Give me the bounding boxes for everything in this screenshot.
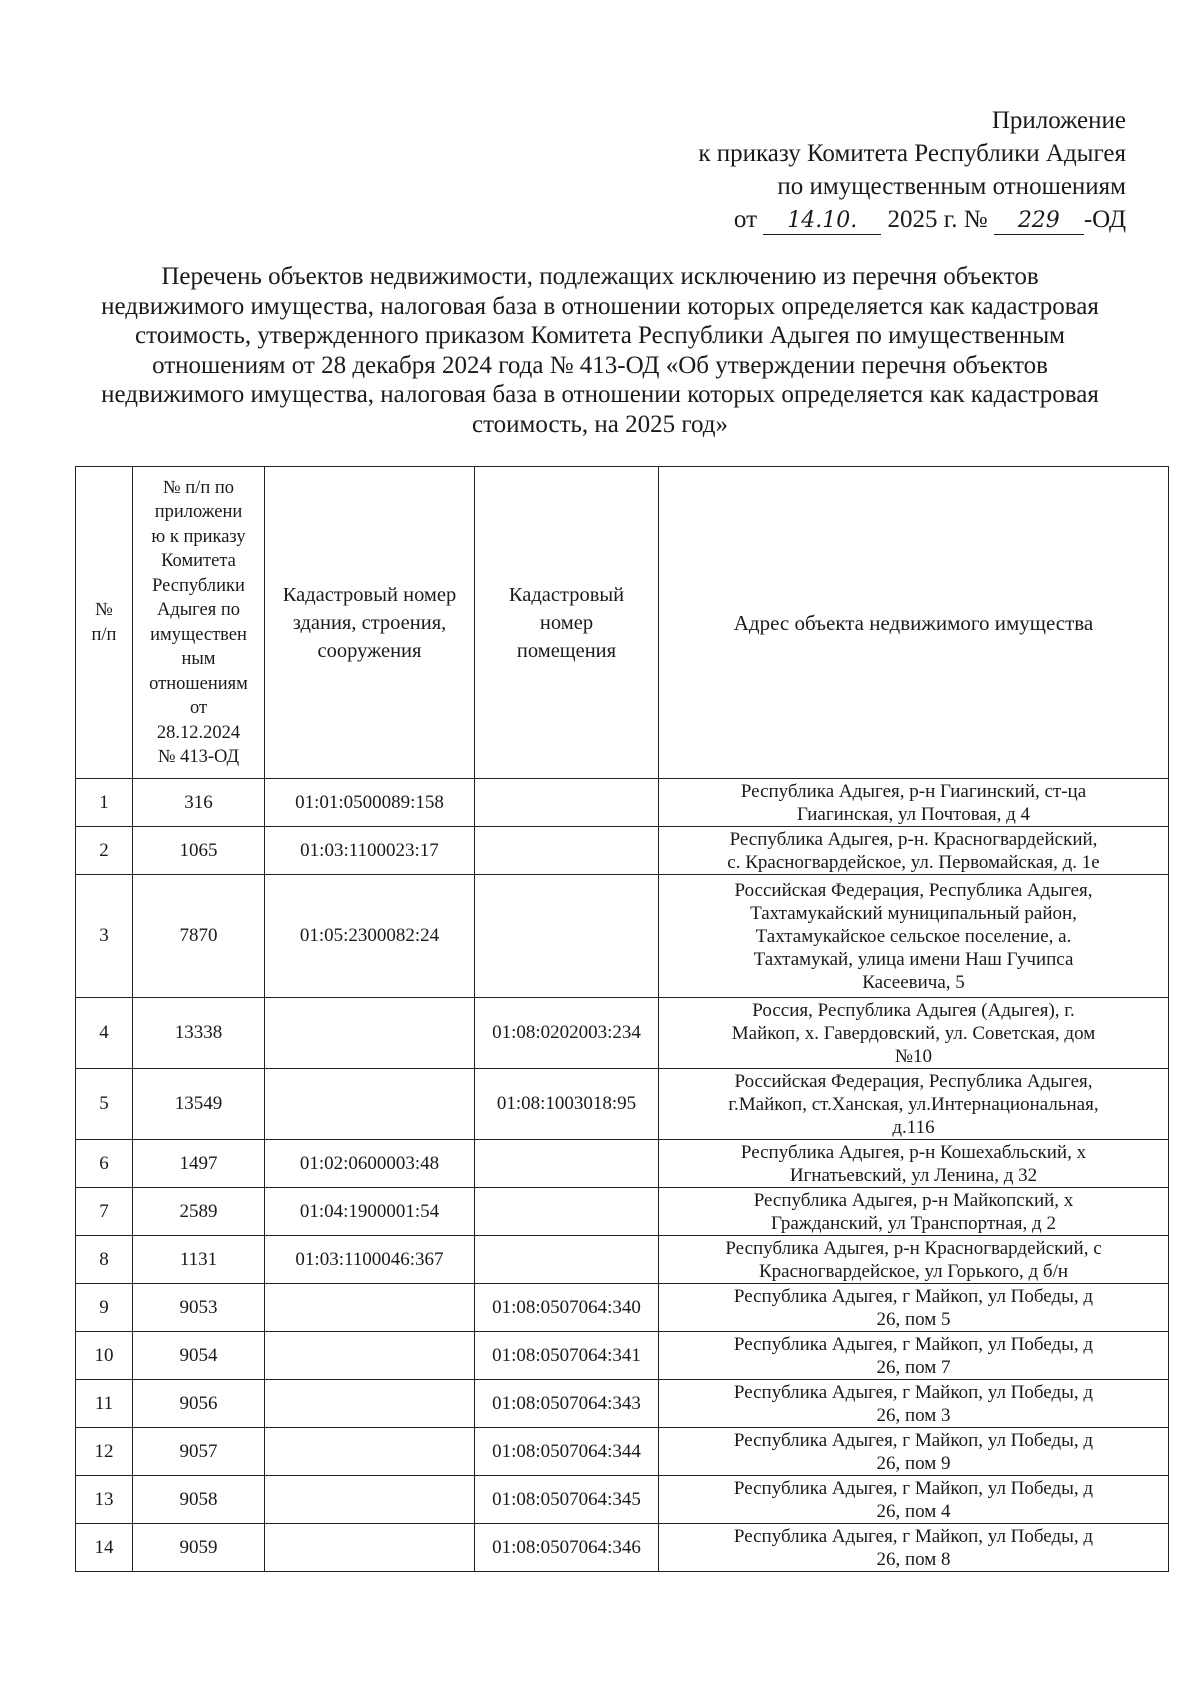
address-line: д.116 [892,1116,935,1138]
address-cell [659,1069,1169,1140]
premises-cadastral-number [475,827,659,875]
table-row [76,1188,1169,1236]
address-line: 26, пом 5 [876,1308,951,1330]
address-cell [659,875,1169,998]
premises-cadastral-number [475,1188,659,1236]
premises-cadastral-number: 01:08:0507064:340 [475,1284,659,1332]
address-cell [659,1428,1169,1476]
address-line: Республика Адыгея, г Майкоп, ул Победы, д [733,1285,1094,1307]
premises-cadastral-number [475,1236,659,1284]
address-line: 26, пом 3 [876,1404,951,1426]
header-premises-cadastral: Кадастровый номер помещения [475,467,659,779]
premises-cadastral-number: 01:08:0202003:234 [475,998,659,1069]
row-number: 9 [76,1284,133,1332]
appendix-number: 9054 [133,1332,265,1380]
handwritten-number: 229 [994,208,1084,235]
address-line: Республика Адыгея, р-н Кошехабльский, х [740,1141,1087,1163]
building-cadastral-number: 01:02:0600003:48 [265,1140,475,1188]
address-line: Республика Адыгея, г Майкоп, ул Победы, д [733,1333,1094,1355]
table-header-row [76,467,1169,779]
address-line: Республика Адыгея, г Майкоп, ул Победы, д [733,1429,1094,1451]
address-line: 26, пом 9 [876,1452,951,1474]
appendix-number: 1497 [133,1140,265,1188]
address-cell [659,1380,1169,1428]
handwritten-date: 14.10. [763,208,881,235]
address-line: №10 [894,1045,933,1067]
row-number: 11 [76,1380,133,1428]
appendix-number: 9059 [133,1524,265,1572]
row-number: 3 [76,875,133,998]
header-appendix-num: № п/п по приложени ю к приказу Комитета Республики Адыгея по имуществен ным отношениям от 28.12.2024 № 413-ОД [133,467,265,779]
building-cadastral-number: 01:01:0500089:158 [265,779,475,827]
row-number: 1 [76,779,133,827]
heading-line: отношениям от 28 декабря 2024 года № 413-ОД «Об утверждении перечня объектов [152,351,1048,379]
address-line: Республика Адыгея, р-н. Красногвардейский, [729,828,1098,850]
address-line: Республика Адыгея, г Майкоп, ул Победы, д [733,1525,1094,1547]
appendix-date-line [698,203,1126,236]
table-row [76,1284,1169,1332]
building-cadastral-number [265,998,475,1069]
row-number: 5 [76,1069,133,1140]
premises-cadastral-number: 01:08:1003018:95 [475,1069,659,1140]
address-line: Республика Адыгея, г Майкоп, ул Победы, д [733,1381,1094,1403]
table-row [76,1236,1169,1284]
appendix-title: Приложение [991,107,1126,134]
row-number: 10 [76,1332,133,1380]
table-row [76,1524,1169,1572]
row-number: 2 [76,827,133,875]
address-line: 26, пом 7 [876,1356,951,1378]
address-cell [659,1188,1169,1236]
building-cadastral-number: 01:03:1100046:367 [265,1236,475,1284]
address-cell [659,1476,1169,1524]
premises-cadastral-number: 01:08:0507064:346 [475,1524,659,1572]
premises-cadastral-number: 01:08:0507064:343 [475,1380,659,1428]
heading-line: недвижимого имущества, налоговая база в отношении которых определяется как кадастровая [101,381,1099,408]
address-cell [659,1524,1169,1572]
premises-cadastral-number: 01:08:0507064:345 [475,1476,659,1524]
premises-cadastral-number [475,875,659,998]
building-cadastral-number [265,1428,475,1476]
address-line: Республика Адыгея, р-н Гиагинский, ст-ца [740,780,1087,802]
appendix-committee-line: по имущественным отношениям [777,173,1126,200]
building-cadastral-number [265,1069,475,1140]
address-line: 26, пом 8 [876,1548,951,1570]
premises-cadastral-number: 01:08:0507064:344 [475,1428,659,1476]
appendix-order-line: к приказу Комитета Республики Адыгея [698,140,1126,167]
row-number: 7 [76,1188,133,1236]
building-cadastral-number [265,1284,475,1332]
table-row [76,998,1169,1069]
address-line: Касеевича, 5 [862,971,965,993]
table-row [76,1380,1169,1428]
appendix-number: 9056 [133,1380,265,1428]
building-cadastral-number [265,1524,475,1572]
appendix-number: 1131 [133,1236,265,1284]
table-row [76,1140,1169,1188]
order-suffix: -ОД [1083,206,1126,233]
building-cadastral-number [265,1476,475,1524]
row-number: 13 [76,1476,133,1524]
address-line: Майкоп, х. Гавердовский, ул. Советская, дом [731,1022,1096,1044]
address-line: Республика Адыгея, р-н Майкопский, х [753,1189,1074,1211]
appendix-number: 9053 [133,1284,265,1332]
appendix-number: 9057 [133,1428,265,1476]
from-label: от [733,206,758,233]
table-row [76,1332,1169,1380]
building-cadastral-number: 01:03:1100023:17 [265,827,475,875]
year-label: 2025 г. № [887,206,988,233]
address-line: Красногвардейское, ул Горького, д б/н [758,1260,1069,1282]
address-line: Игнатьевский, ул Ленина, д 32 [789,1164,1038,1186]
address-cell [659,1236,1169,1284]
table-row [76,779,1169,827]
heading-line: недвижимого имущества, налоговая база в отношении которых определяется как кадастровая [101,292,1099,320]
address-line: Гиагинская, ул Почтовая, д 4 [796,803,1031,825]
header-address: Адрес объекта недвижимого имущества [659,467,1169,779]
address-line: с. Красногвардейское, ул. Первомайская, д. 1е [727,851,1100,873]
property-table [75,466,1169,1572]
address-line: Тахтамукай, улица имени Наш Гучипса [753,948,1074,970]
appendix-number: 7870 [133,875,265,998]
header-building-cadastral: Кадастровый номер здания, строения, сооружения [265,467,475,779]
address-line: Тахтамукайский муниципальный район, [750,902,1077,924]
address-cell [659,779,1169,827]
table-body [76,779,1169,1572]
address-line: Республика Адыгея, г Майкоп, ул Победы, д [733,1477,1094,1499]
heading-line: стоимость, на 2025 год» [471,410,729,438]
table-row [76,875,1169,998]
address-cell [659,1140,1169,1188]
building-cadastral-number: 01:05:2300082:24 [265,875,475,998]
address-cell [659,827,1169,875]
premises-cadastral-number: 01:08:0507064:341 [475,1332,659,1380]
address-cell [659,1284,1169,1332]
appendix-number: 2589 [133,1188,265,1236]
appendix-number: 13338 [133,998,265,1069]
appendix-block [698,104,1126,236]
building-cadastral-number: 01:04:1900001:54 [265,1188,475,1236]
address-line: г.Майкоп, ст.Ханская, ул.Интернациональная, [728,1093,1099,1115]
address-line: Российская Федерация, Республика Адыгея, [734,879,1093,901]
heading-line: стоимость, утвержденного приказом Комитета Республики Адыгея по имущественным [135,322,1065,349]
address-line: Республика Адыгея, р-н Красногвардейский, с [725,1237,1102,1259]
row-number: 14 [76,1524,133,1572]
building-cadastral-number [265,1380,475,1428]
table-row [76,1428,1169,1476]
row-number: 4 [76,998,133,1069]
address-cell [659,998,1169,1069]
address-line: Россия, Республика Адыгея (Адыгея), г. [752,999,1075,1021]
address-cell [659,1332,1169,1380]
heading-line: Перечень объектов недвижимости, подлежащих исключению из перечня объектов [161,263,1039,290]
premises-cadastral-number [475,1140,659,1188]
appendix-number: 1065 [133,827,265,875]
row-number: 8 [76,1236,133,1284]
appendix-number: 13549 [133,1069,265,1140]
address-line: Тахтамукайское сельское поселение, а. [755,925,1072,947]
address-line: Российская Федерация, Республика Адыгея, [734,1070,1093,1092]
document-heading [40,262,1160,439]
table-row [76,827,1169,875]
premises-cadastral-number [475,779,659,827]
row-number: 6 [76,1140,133,1188]
header-num: № п/п [76,467,133,779]
appendix-number: 9058 [133,1476,265,1524]
address-line: Гражданский, ул Транспортная, д 2 [771,1212,1056,1234]
address-line: 26, пом 4 [876,1500,951,1522]
appendix-number: 316 [133,779,265,827]
building-cadastral-number [265,1332,475,1380]
table-row [76,1476,1169,1524]
table-row [76,1069,1169,1140]
row-number: 12 [76,1428,133,1476]
